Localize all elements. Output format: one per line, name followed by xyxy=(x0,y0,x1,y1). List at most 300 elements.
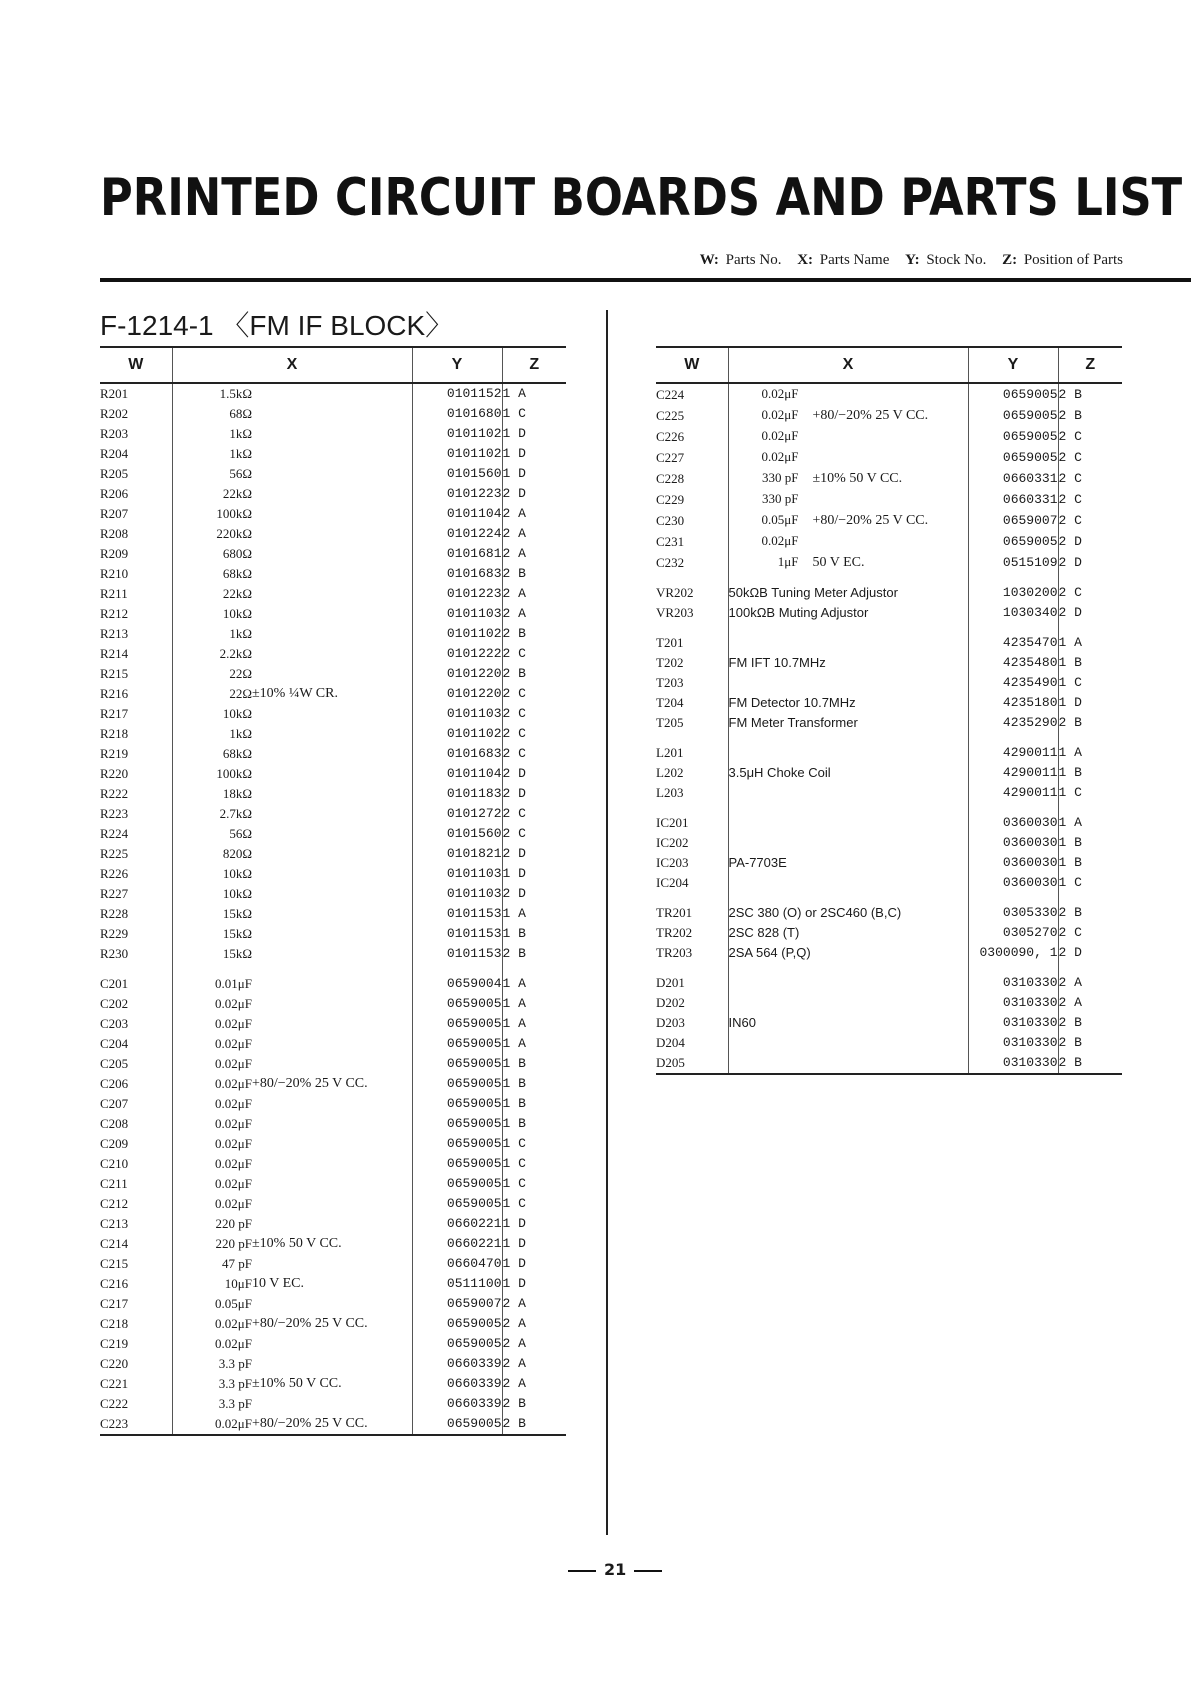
stock-number: 0300090, 1 xyxy=(968,943,1058,963)
part-number: C222 xyxy=(100,1396,129,1411)
part-spec xyxy=(252,864,412,884)
part-number: C208 xyxy=(100,1116,129,1131)
part-value: 22kΩ xyxy=(172,484,252,504)
part-position: 2 D xyxy=(502,884,566,904)
part-number: R210 xyxy=(100,566,129,581)
stock-number: 0101683 xyxy=(412,744,502,764)
part-name xyxy=(728,603,968,623)
part-position: 2 D xyxy=(1058,531,1122,552)
part-name xyxy=(728,853,968,873)
stock-number: 0101220 xyxy=(412,684,502,704)
part-position: 2 A xyxy=(502,1294,566,1314)
stock-number: 0660221 xyxy=(412,1214,502,1234)
legend-z-key: Z: xyxy=(1002,252,1018,268)
part-name xyxy=(728,903,968,923)
table-row xyxy=(100,764,566,784)
page-number xyxy=(560,1560,670,1579)
table-row xyxy=(656,693,1122,713)
part-spec xyxy=(252,764,412,784)
part-number: T202 xyxy=(656,655,684,670)
part-value: 68kΩ xyxy=(172,564,252,584)
part-position: 2 C xyxy=(502,824,566,844)
part-name xyxy=(728,633,968,653)
table-row xyxy=(656,603,1122,623)
stock-number: 1030200 xyxy=(968,583,1058,603)
table-row xyxy=(656,813,1122,833)
part-position: 1 D xyxy=(502,1214,566,1234)
part-name xyxy=(728,813,968,833)
part-name xyxy=(728,468,968,489)
group-spacer xyxy=(656,733,1122,743)
table-row xyxy=(100,944,566,964)
stock-number: 0659005 xyxy=(412,1114,502,1134)
stock-number: 0659005 xyxy=(412,994,502,1014)
part-value: 10kΩ xyxy=(172,864,252,884)
part-spec xyxy=(252,824,412,844)
part-value: 1kΩ xyxy=(172,424,252,444)
stock-number: 0101104 xyxy=(412,504,502,524)
part-value: 47 pF xyxy=(172,1254,252,1274)
header-y: Y xyxy=(412,347,502,383)
part-number: VR202 xyxy=(656,585,694,600)
part-value: 56Ω xyxy=(172,464,252,484)
stock-number: 0101102 xyxy=(412,724,502,744)
stock-number: 0659005 xyxy=(412,1014,502,1034)
table-row xyxy=(100,644,566,664)
part-position: 2 A xyxy=(502,1374,566,1394)
part-value: 1kΩ xyxy=(172,724,252,744)
part-spec xyxy=(252,404,412,424)
table-row xyxy=(100,844,566,864)
part-name xyxy=(728,743,968,763)
part-value: 15kΩ xyxy=(172,944,252,964)
table-row xyxy=(656,531,1122,552)
part-spec xyxy=(252,504,412,524)
stock-number: 0101103 xyxy=(412,604,502,624)
part-position: 2 C xyxy=(502,644,566,664)
part-name xyxy=(728,426,968,447)
table-row xyxy=(100,1294,566,1314)
part-number: T203 xyxy=(656,675,684,690)
stock-number: 0101102 xyxy=(412,624,502,644)
header-x: X xyxy=(728,347,968,383)
table-row xyxy=(656,993,1122,1013)
part-position: 1 A xyxy=(502,1034,566,1054)
part-position: 1 D xyxy=(502,424,566,444)
stock-number: 0660339 xyxy=(412,1374,502,1394)
stock-number: 0101152 xyxy=(412,383,502,404)
part-spec: 50 V EC. xyxy=(812,555,865,570)
column-divider xyxy=(606,310,608,1535)
table-row xyxy=(100,584,566,604)
table-row xyxy=(100,1414,566,1435)
table-row xyxy=(100,1234,566,1254)
stock-number: 0101153 xyxy=(412,924,502,944)
part-number: C229 xyxy=(656,491,685,507)
part-number: C221 xyxy=(100,1376,129,1391)
stock-number: 0101103 xyxy=(412,704,502,724)
part-value: 0.02μF xyxy=(761,449,799,464)
part-number: R203 xyxy=(100,426,129,441)
part-number: L202 xyxy=(656,765,684,780)
table-row xyxy=(100,974,566,994)
part-description: 100kΩB Muting Adjustor xyxy=(728,605,869,620)
part-name xyxy=(728,531,968,552)
part-position: 1 A xyxy=(502,383,566,404)
table-row xyxy=(100,804,566,824)
part-position: 2 B xyxy=(1058,1033,1122,1053)
part-description: FM Meter Transformer xyxy=(728,715,858,730)
part-spec xyxy=(252,1154,412,1174)
stock-number: 0101683 xyxy=(412,564,502,584)
part-spec xyxy=(252,524,412,544)
stock-number: 0659005 xyxy=(412,1094,502,1114)
table-row xyxy=(656,1013,1122,1033)
table-row xyxy=(100,1254,566,1274)
part-spec: +80/−20% 25 V CC. xyxy=(252,1316,368,1331)
part-value: 0.02μF xyxy=(761,428,799,443)
part-value: 1kΩ xyxy=(172,624,252,644)
table-row xyxy=(100,1154,566,1174)
part-position: 1 D xyxy=(502,1234,566,1254)
part-number: R214 xyxy=(100,646,129,661)
part-number: D202 xyxy=(656,995,685,1010)
part-spec xyxy=(252,444,412,464)
stock-number: 0659005 xyxy=(412,1194,502,1214)
part-value: 100kΩ xyxy=(172,504,252,524)
part-spec: +80/−20% 25 V CC. xyxy=(252,1414,412,1435)
part-name xyxy=(728,383,968,405)
part-position: 2 C xyxy=(1058,583,1122,603)
part-value: 220kΩ xyxy=(172,524,252,544)
part-position: 2 C xyxy=(502,804,566,824)
part-value: 68Ω xyxy=(172,404,252,424)
stock-number: 4235180 xyxy=(968,693,1058,713)
table-row xyxy=(656,873,1122,893)
part-position: 2 C xyxy=(502,684,566,704)
part-value: 10kΩ xyxy=(172,884,252,904)
part-value: 0.02μF xyxy=(761,386,799,401)
part-value: 3.3 pF xyxy=(172,1354,252,1374)
part-position: 2 A xyxy=(502,504,566,524)
part-position: 2 C xyxy=(1058,489,1122,510)
page-number-text: 21 xyxy=(604,1560,627,1579)
part-position: 1 C xyxy=(1058,783,1122,803)
table-row xyxy=(100,1174,566,1194)
header-rule xyxy=(100,278,1191,282)
header-w: W xyxy=(100,347,172,383)
table-row xyxy=(656,833,1122,853)
part-spec xyxy=(252,904,412,924)
part-number: TR203 xyxy=(656,945,693,960)
part-number: R211 xyxy=(100,586,128,601)
table-row xyxy=(100,1114,566,1134)
stock-number: 0101153 xyxy=(412,904,502,924)
part-position: 1 B xyxy=(502,1114,566,1134)
part-spec xyxy=(252,544,412,564)
part-spec xyxy=(252,1394,412,1414)
part-spec: ±10% 50 V CC. xyxy=(812,471,903,486)
part-value: 820Ω xyxy=(172,844,252,864)
table-row xyxy=(100,1134,566,1154)
table-row xyxy=(100,504,566,524)
stock-number: 4290011 xyxy=(968,783,1058,803)
part-value: 22Ω xyxy=(172,684,252,704)
part-position: 2 A xyxy=(502,544,566,564)
part-spec xyxy=(252,704,412,724)
table-row xyxy=(100,784,566,804)
part-value: 10kΩ xyxy=(172,704,252,724)
stock-number: 0659005 xyxy=(968,405,1058,426)
part-number: R220 xyxy=(100,766,129,781)
part-number: R226 xyxy=(100,866,129,881)
group-spacer xyxy=(656,893,1122,903)
table-row xyxy=(656,1053,1122,1074)
table-row xyxy=(100,1274,566,1294)
part-position: 2 B xyxy=(1058,383,1122,405)
part-position: 2 C xyxy=(1058,468,1122,489)
part-position: 1 B xyxy=(1058,763,1122,783)
part-name xyxy=(728,783,968,803)
part-description: 2SC 828 (T) xyxy=(728,925,800,940)
part-number: C205 xyxy=(100,1056,129,1071)
part-position: 2 B xyxy=(502,1394,566,1414)
part-position: 1 D xyxy=(502,864,566,884)
table-row xyxy=(100,904,566,924)
part-number: C202 xyxy=(100,996,129,1011)
table-row xyxy=(100,744,566,764)
part-name xyxy=(728,923,968,943)
part-position: 1 A xyxy=(502,994,566,1014)
part-position: 1 A xyxy=(1058,743,1122,763)
part-number: IC204 xyxy=(656,875,689,890)
parts-table-right-body xyxy=(656,383,1122,1074)
table-row xyxy=(100,1394,566,1414)
table-row xyxy=(100,444,566,464)
part-number: D203 xyxy=(656,1015,685,1030)
part-spec xyxy=(252,1174,412,1194)
part-number: C212 xyxy=(100,1196,129,1211)
part-value: 0.02μF xyxy=(172,1134,252,1154)
stock-number: 0660331 xyxy=(968,489,1058,510)
part-number: IC203 xyxy=(656,855,689,870)
part-position: 2 D xyxy=(502,484,566,504)
table-row xyxy=(656,653,1122,673)
legend-y-text: Stock No. xyxy=(926,252,987,268)
table-row xyxy=(100,1374,566,1394)
part-spec xyxy=(252,1294,412,1314)
table-row xyxy=(100,604,566,624)
stock-number: 0310330 xyxy=(968,1033,1058,1053)
stock-number: 0101223 xyxy=(412,584,502,604)
legend-x-key: X: xyxy=(797,252,814,268)
header-w: W xyxy=(656,347,728,383)
part-value: 15kΩ xyxy=(172,924,252,944)
part-number: C213 xyxy=(100,1216,129,1231)
part-position: 2 D xyxy=(502,844,566,864)
stock-number: 4235490 xyxy=(968,673,1058,693)
part-number: R215 xyxy=(100,666,129,681)
part-number: L203 xyxy=(656,785,684,800)
part-value: 0.02μF xyxy=(172,1174,252,1194)
part-number: C210 xyxy=(100,1156,129,1171)
part-number: R217 xyxy=(100,706,129,721)
table-row xyxy=(656,510,1122,531)
part-number: IC201 xyxy=(656,815,689,830)
part-number: R207 xyxy=(100,506,129,521)
part-number: IC202 xyxy=(656,835,689,850)
part-value: 0.02μF xyxy=(761,407,799,422)
part-number: C209 xyxy=(100,1136,129,1151)
part-number: C204 xyxy=(100,1036,129,1051)
part-spec: ±10% 50 V CC. xyxy=(252,1236,342,1251)
part-value: 0.05μF xyxy=(761,512,799,527)
part-value: 0.02μF xyxy=(172,1414,252,1435)
table-row xyxy=(656,489,1122,510)
part-number: R222 xyxy=(100,786,129,801)
part-spec xyxy=(252,924,412,944)
table-row xyxy=(656,633,1122,653)
part-position: 2 A xyxy=(1058,973,1122,993)
header-x: X xyxy=(172,347,412,383)
part-number: C226 xyxy=(656,428,685,444)
part-number: R204 xyxy=(100,446,129,461)
table-row xyxy=(100,824,566,844)
stock-number: 4290011 xyxy=(968,743,1058,763)
stock-number: 0101560 xyxy=(412,464,502,484)
stock-number: 0360030 xyxy=(968,833,1058,853)
part-spec xyxy=(252,484,412,504)
stock-number: 0659005 xyxy=(412,1414,502,1435)
column-legend xyxy=(700,252,1123,269)
part-number: R227 xyxy=(100,886,129,901)
part-position: 2 C xyxy=(502,704,566,724)
part-position: 2 D xyxy=(1058,552,1122,573)
part-name xyxy=(728,447,968,468)
part-value: 0.02μF xyxy=(172,1154,252,1174)
table-row xyxy=(100,1054,566,1074)
table-row xyxy=(100,884,566,904)
part-position: 2 A xyxy=(502,1354,566,1374)
part-number: TR201 xyxy=(656,905,693,920)
part-position: 1 D xyxy=(502,464,566,484)
part-spec xyxy=(252,664,412,684)
part-name xyxy=(728,693,968,713)
part-number: C232 xyxy=(656,554,685,570)
part-position: 2 C xyxy=(1058,447,1122,468)
stock-number: 0660470 xyxy=(412,1254,502,1274)
header-z: Z xyxy=(1058,347,1122,383)
part-description: IN60 xyxy=(728,1015,756,1030)
table-row xyxy=(100,724,566,744)
part-value: 2.7kΩ xyxy=(172,804,252,824)
part-position: 1 C xyxy=(502,1194,566,1214)
part-value: 0.02μF xyxy=(172,1014,252,1034)
table-row xyxy=(100,664,566,684)
part-position: 2 C xyxy=(1058,510,1122,531)
stock-number: 0659005 xyxy=(412,1034,502,1054)
part-spec xyxy=(252,1094,412,1114)
part-number: C203 xyxy=(100,1016,129,1031)
stock-number: 0511100 xyxy=(412,1274,502,1294)
part-number: C220 xyxy=(100,1356,129,1371)
part-position: 2 A xyxy=(1058,993,1122,1013)
part-number: D204 xyxy=(656,1035,685,1050)
part-name xyxy=(728,873,968,893)
table-row xyxy=(656,552,1122,573)
part-name xyxy=(728,833,968,853)
group-spacer xyxy=(100,964,566,974)
part-spec xyxy=(252,784,412,804)
part-position: 2 A xyxy=(502,524,566,544)
part-position: 1 C xyxy=(502,1154,566,1174)
part-spec xyxy=(252,884,412,904)
part-position: 1 B xyxy=(1058,853,1122,873)
part-value: 10μF xyxy=(172,1274,252,1294)
part-value: 0.02μF xyxy=(172,1054,252,1074)
part-description: FM Detector 10.7MHz xyxy=(728,695,856,710)
stock-number: 0660331 xyxy=(968,468,1058,489)
part-number: C211 xyxy=(100,1176,128,1191)
part-number: C214 xyxy=(100,1236,129,1251)
stock-number: 0101223 xyxy=(412,484,502,504)
stock-number: 0360030 xyxy=(968,853,1058,873)
part-value: 220 pF xyxy=(172,1234,252,1254)
stock-number: 0659005 xyxy=(412,1154,502,1174)
table-row xyxy=(100,1334,566,1354)
page-title: PRINTED CIRCUIT BOARDS AND PARTS LIST xyxy=(100,168,1183,228)
part-name xyxy=(728,510,968,531)
part-number: R213 xyxy=(100,626,129,641)
stock-number: 0310330 xyxy=(968,993,1058,1013)
table-row xyxy=(656,923,1122,943)
part-spec xyxy=(252,1254,412,1274)
part-number: VR203 xyxy=(656,605,694,620)
part-description: 50kΩB Tuning Meter Adjustor xyxy=(728,585,898,600)
part-spec xyxy=(252,804,412,824)
part-number: R219 xyxy=(100,746,129,761)
stock-number: 0101681 xyxy=(412,544,502,564)
part-description: PA-7703E xyxy=(728,855,787,870)
part-name xyxy=(728,489,968,510)
part-spec xyxy=(252,844,412,864)
stock-number: 4235480 xyxy=(968,653,1058,673)
part-name xyxy=(728,1053,968,1074)
part-value: 15kΩ xyxy=(172,904,252,924)
part-position: 1 B xyxy=(502,1074,566,1094)
table-row xyxy=(100,424,566,444)
stock-number: 0660339 xyxy=(412,1354,502,1374)
part-position: 1 A xyxy=(1058,633,1122,653)
part-spec: 10 V EC. xyxy=(252,1276,304,1291)
part-position: 1 C xyxy=(502,1174,566,1194)
part-position: 1 B xyxy=(1058,833,1122,853)
part-spec xyxy=(252,464,412,484)
part-number: D201 xyxy=(656,975,685,990)
part-number: T201 xyxy=(656,635,684,650)
part-value: 18kΩ xyxy=(172,784,252,804)
part-number: C216 xyxy=(100,1276,129,1291)
part-spec xyxy=(252,644,412,664)
part-position: 2 B xyxy=(502,1414,566,1435)
part-number: R225 xyxy=(100,846,129,861)
table-row xyxy=(656,763,1122,783)
stock-number: 0515109 xyxy=(968,552,1058,573)
stock-number: 0305330 xyxy=(968,903,1058,923)
stock-number: 0101104 xyxy=(412,764,502,784)
part-spec xyxy=(252,1134,412,1154)
part-spec: ±10% 50 V CC. xyxy=(252,1376,342,1391)
